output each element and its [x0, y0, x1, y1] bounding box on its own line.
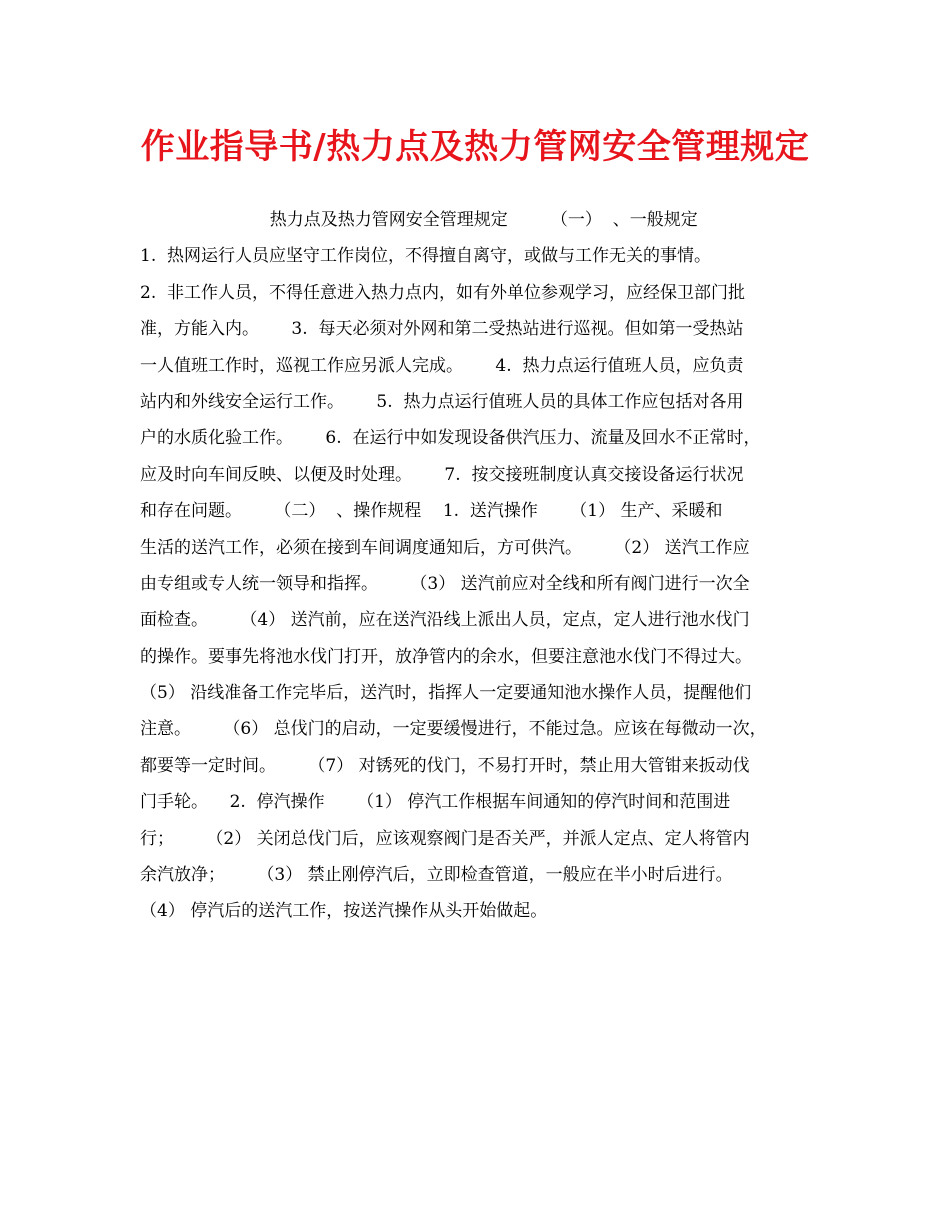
body-line: 户的水质化验工作。 6. 在运行中如发现设备供汽压力、流量及回水不正常时，	[140, 428, 761, 449]
body-line: （5） 沿线准备工作完毕后，送汽时，指挥人一定要通知池水操作人员，提醒他们	[140, 683, 752, 704]
body-line: 都要等一定时间。 （7） 对锈死的伐门，不易打开时，禁止用大管钳来扳动伐	[140, 755, 750, 776]
body-line: 面检查。 （4） 送汽前，应在送汽沿线上派出人员，定点，定人进行池水伐门	[140, 610, 750, 631]
body-line: 生活的送汽工作，必须在接到车间调度通知后，方可供汽。 （2） 送汽工作应	[140, 537, 750, 558]
body-line: 站内和外线安全运行工作。 5. 热力点运行值班人员的具体工作应包括对各用	[140, 391, 744, 412]
body-line: 一人值班工作时，巡视工作应另派人完成。 4. 热力点运行值班人员，应负责	[140, 355, 744, 376]
body-line: 行； （2） 关闭总伐门后，应该观察阀门是否关严，并派人定点、定人将管内	[140, 828, 750, 849]
document-title: 作业指导书/热力点及热力管网安全管理规定	[140, 127, 810, 167]
body-line: 余汽放净； （3） 禁止刚停汽后，立即检查管道，一般应在半小时后进行。	[140, 865, 733, 886]
body-line: （4） 停汽后的送汽工作，按送汽操作从头开始做起。	[140, 901, 548, 922]
body-line: 准，方能入内。 3. 每天必须对外网和第二受热站进行巡视。但如第一受热站	[140, 319, 744, 340]
body-line: 由专组或专人统一领导和指挥。 （3） 送汽前应对全线和所有阀门进行一次全	[140, 573, 750, 594]
body-line: 1. 热网运行人员应坚守工作岗位，不得擅自离守，或做与工作无关的事情。	[140, 246, 712, 267]
body-line: 门手轮。 2. 停汽操作 （1） 停汽工作根据车间通知的停汽时间和范围进	[140, 792, 731, 813]
body-line: 和存在问题。 （二） 、操作规程 1. 送汽操作 （1） 生产、采暖和	[140, 501, 723, 522]
document-body	[140, 202, 812, 930]
body-line: 2. 非工作人员，不得任意进入热力点内，如有外单位参观学习，应经保卫部门批	[140, 282, 746, 303]
body-line: 的操作。要事先将池水伐门打开，放净管内的余水，但要注意池水伐门不得过大。	[140, 646, 752, 667]
body-line: 热力点及热力管网安全管理规定 （一） 、一般规定	[140, 210, 698, 230]
body-line: 应及时向车间反映、以便及时处理。 7. 按交接班制度认真交接设备运行状况	[140, 464, 744, 485]
body-line: 注意。 （6） 总伐门的启动，一定要缓慢进行，不能过急。应该在每微动一次，	[140, 719, 767, 740]
